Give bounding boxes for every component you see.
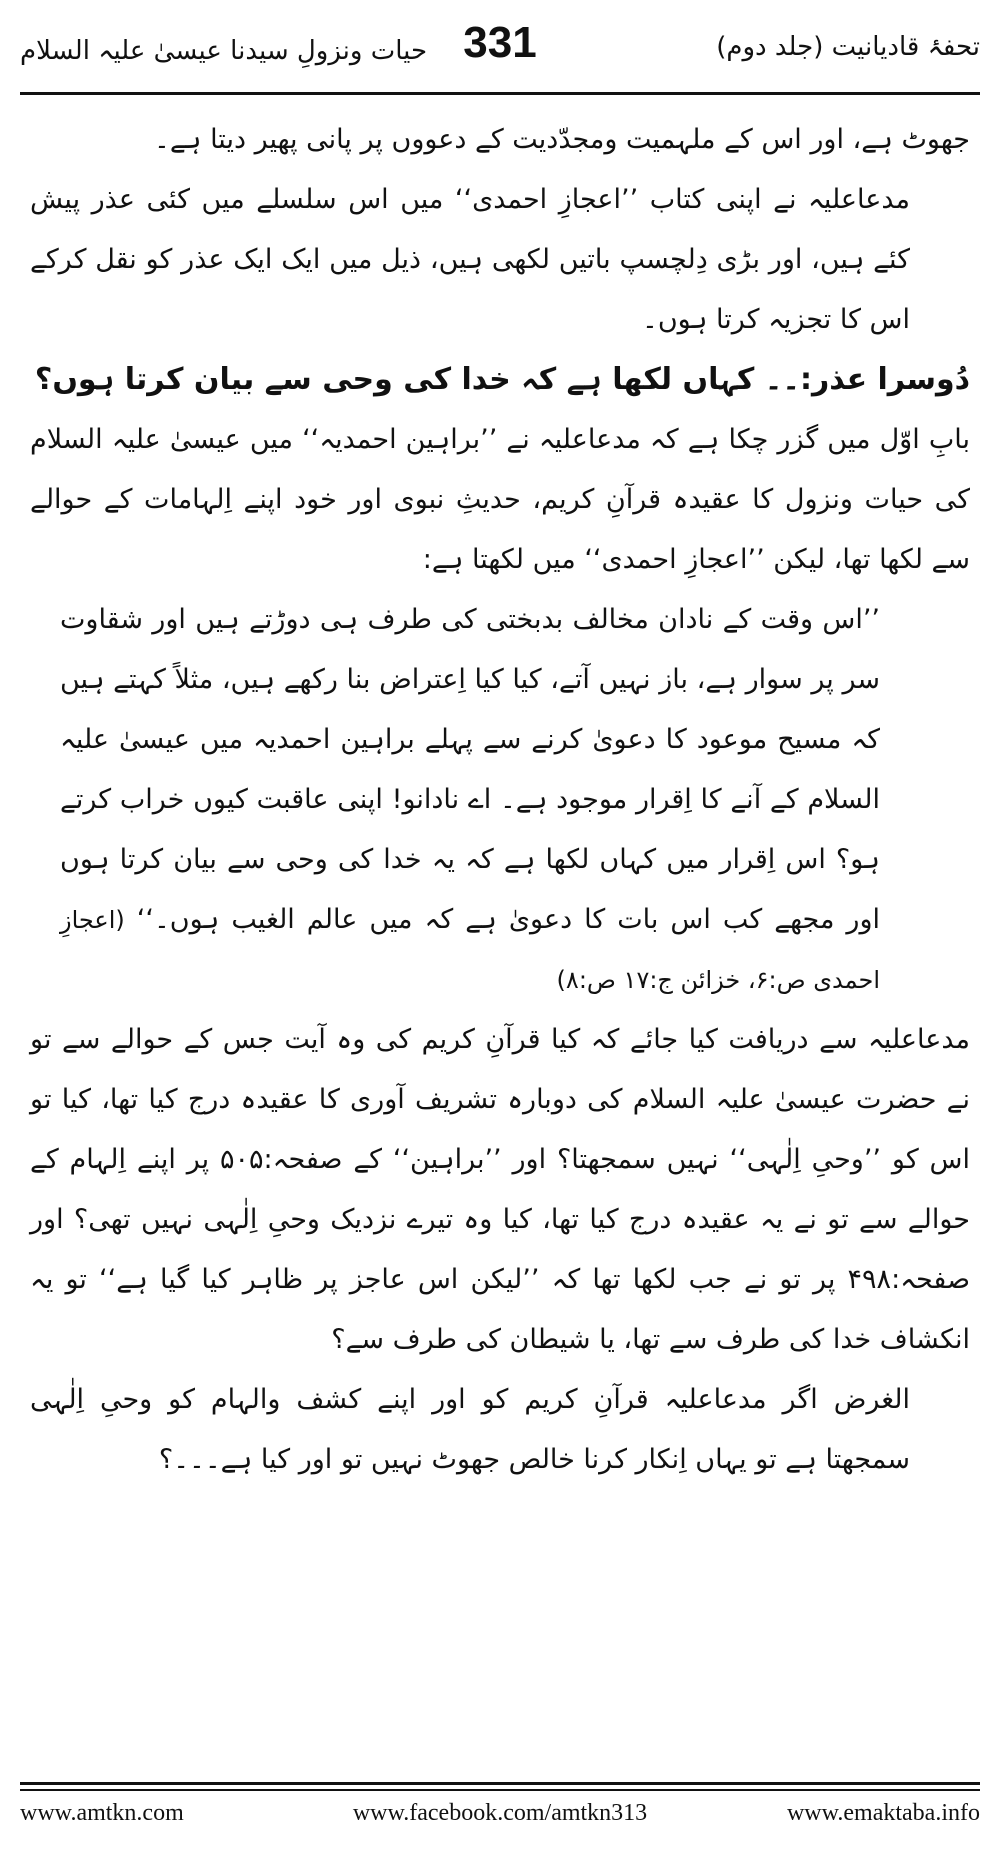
paragraph: الغرض اگر مدعاعلیہ قرآنِ کریم کو اور اپنے کشف والہام کو وحیِ اِلٰہی سمجھتا ہے تو یہاں اِنکار کرنا خالص جھوٹ نہیں تو اور کیا ہے۔۔۔؟ (30, 1384, 910, 1475)
book-title: تحفۂ قادیانیت (جلد دوم) (716, 32, 980, 62)
quote-reference: (اعجازِ احمدی ص:۶، خزائن ج:۱۷ ص:۸) (60, 906, 880, 994)
paragraph: مدعاعلیہ نے اپنی کتاب ’’اعجازِ احمدی‘‘ میں اس سلسلے میں کئی عذر پیش کئے ہیں، اور بڑی دِلچسپ باتیں لکھی ہیں، ذیل میں ایک ایک عذر کو نقل کرکے اس کا تجزیہ کرتا ہوں۔ (30, 184, 910, 335)
page-body (30, 110, 970, 1490)
page-header (20, 18, 980, 90)
footer-link-amtkn: www.amtkn.com (20, 1800, 184, 1826)
footer-link-facebook: www.facebook.com/amtkn313 (352, 1800, 648, 1826)
paragraph: جھوٹ ہے، اور اس کے ملہمیت ومجدّدیت کے دعووں پر پانی پھیر دیتا ہے۔ (154, 124, 970, 155)
paragraph: مدعاعلیہ سے دریافت کیا جائے کہ کیا قرآنِ کریم کی وہ آیت جس کے حوالے سے تو نے حضرت عیسیٰ علیہ السلام کی دوبارہ تشریف آوری کا عقیدہ درج کیا تھا، کیا تو اس کو ’’وحیِ اِلٰہی‘‘ نہیں سمجھتا؟ اور ’’براہین‘‘ کے صفحہ:۵۰۵ پر اپنے اِلہام کے حوالے سے تو نے یہ عقیدہ درج کیا تھا، کیا وہ تیرے نزدیک وحیِ اِلٰہی نہیں تھی؟ اور صفحہ:۴۹۸ پر تو نے جب لکھا تھا کہ ’’لیکن اس عاجز پر ظاہر کیا گیا ہے‘‘ تو یہ انکشاف خدا کی طرف سے تھا، یا شیطان کی طرف سے؟ (30, 1024, 970, 1355)
page-footer (20, 1800, 980, 1836)
footer-rule (20, 1789, 980, 1791)
section-heading: دُوسرا عذر:۔۔ کہاں لکھا ہے کہ خدا کی وحی سے بیان کرتا ہوں؟ (34, 362, 970, 397)
header-rule (20, 92, 980, 95)
quote-text: ’’اس وقت کے نادان مخالف بدبختی کی طرف ہی دوڑتے ہیں اور شقاوت سر پر سوار ہے، باز نہیں آتے، کیا کیا اِعتراض بنا رکھے ہیں، مثلاً کہتے ہیں کہ مسیح موعود کا دعویٰ کرنے سے پہلے براہین احمدیہ میں عیسیٰ علیہ السلام کے آنے کا اِقرار موجود ہے۔ اے نادانو! اپنی عاقبت کیوں خراب کرتے ہو؟ اس اِقرار میں کہاں لکھا ہے کہ یہ خدا کی وحی سے بیان کرتا ہوں اور مجھے کب اس بات کا دعویٰ ہے کہ میں عالم الغیب ہوں۔‘‘ (60, 604, 881, 935)
footer-link-emaktaba: www.emaktaba.info (786, 1800, 980, 1826)
chapter-title: حیات ونزولِ سیدنا عیسیٰ علیہ السلام (20, 36, 428, 66)
block-quote (30, 590, 970, 1010)
footer-rule (20, 1782, 980, 1785)
paragraph: بابِ اوّل میں گزر چکا ہے کہ مدعاعلیہ نے ’’براہین احمدیہ‘‘ میں عیسیٰ علیہ السلام کی حیات ونزول کا عقیدہ قرآنِ کریم، حدیثِ نبوی اور خود اپنے اِلہامات کے حوالے سے لکھا تھا، لیکن ’’اعجازِ احمدی‘‘ میں لکھتا ہے: (30, 424, 970, 575)
page-number: 331 (463, 18, 537, 67)
